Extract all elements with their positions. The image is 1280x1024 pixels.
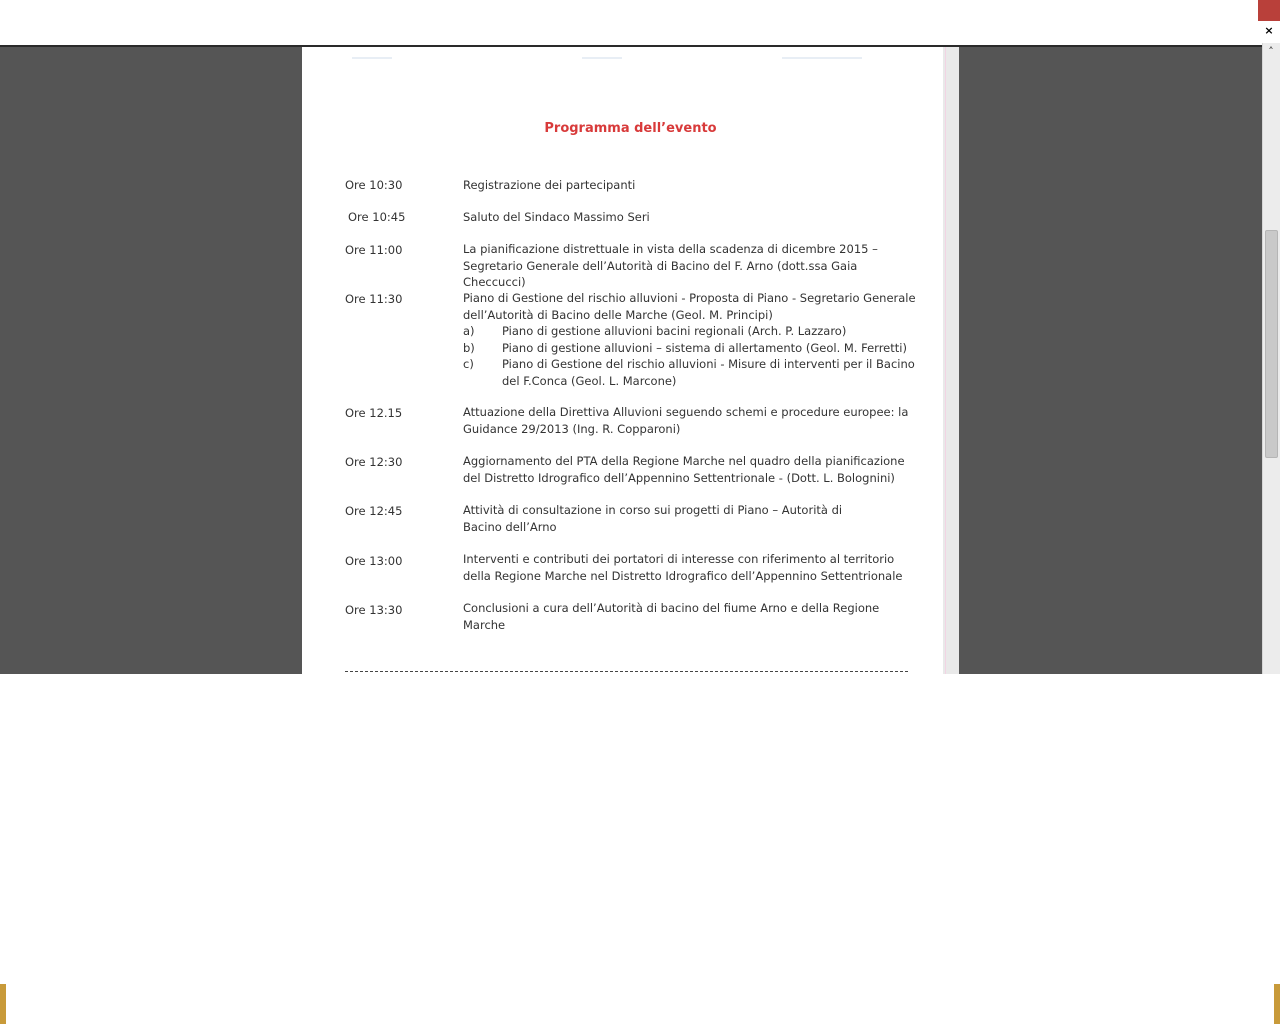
subitem-letter: b) — [463, 340, 475, 355]
scan-artifact — [782, 47, 862, 59]
subitem-text: Piano di gestione alluvioni – sistema di allertamento (Geol. M. Ferretti) — [502, 340, 907, 355]
schedule-text: Piano di Gestione del rischio alluvioni - Proposta di Piano - Segretario Generale dell’Autorità di Bacino delle Marche (Geol. M. Principi) — [463, 291, 916, 322]
window-edge-left — [0, 984, 6, 1024]
document-page — [302, 47, 959, 674]
lower-panel — [6, 674, 1274, 1024]
schedule-text: Interventi e contributi dei portatori di interesse con riferimento al territorio della Regione Marche nel Distretto Idrografico dell’Appennino Settentrionale — [463, 552, 903, 583]
schedule-time: Ore 13:00 — [345, 554, 403, 568]
page-divider — [345, 671, 908, 672]
schedule-text: Attuazione della Direttiva Alluvioni seguendo schemi e procedure europee: la Guidance 29/2013 (Ing. R. Copparoni) — [463, 405, 909, 436]
subitem-text: Piano di Gestione del rischio alluvioni - Misure di interventi per il Bacino del F.Conca (Geol. L. Marcone) — [502, 357, 915, 388]
schedule-time: Ore 12.15 — [345, 406, 403, 420]
schedule-item-main — [463, 290, 918, 389]
schedule-subitem — [463, 323, 918, 340]
schedule-time: Ore 10:30 — [345, 178, 403, 192]
schedule-time: Ore 12:45 — [345, 504, 403, 518]
close-tab — [1258, 0, 1280, 21]
schedule-subitem — [463, 356, 918, 389]
schedule-time: Ore 11:00 — [345, 243, 403, 257]
schedule-text: Registrazione dei partecipanti — [463, 178, 636, 192]
schedule-text: Saluto del Sindaco Massimo Seri — [463, 210, 650, 224]
schedule-text: Attività di consultazione in corso sui progetti di Piano – Autorità di Bacino dell’Arno — [463, 503, 843, 534]
schedule-time: Ore 13:30 — [345, 603, 403, 617]
subitem-letter: c) — [463, 357, 474, 371]
schedule-time: Ore 12:30 — [345, 455, 403, 469]
page-edge-line — [945, 47, 946, 674]
window-edge-right — [1274, 984, 1280, 1024]
scan-artifact — [352, 47, 392, 59]
scroll-up-icon[interactable]: ˄ — [1268, 45, 1274, 58]
page-title: Programma dell’evento — [544, 121, 717, 136]
scrollbar-thumb[interactable] — [1265, 230, 1278, 458]
subitem-text: Piano di gestione alluvioni bacini regionali (Arch. P. Lazzaro) — [502, 324, 847, 338]
schedule-time: Ore 11:30 — [345, 292, 403, 306]
subitem-letter: a) — [463, 324, 475, 338]
schedule-time: Ore 10:45 — [348, 210, 406, 224]
schedule-text: Conclusioni a cura dell’Autorità di bacino del fiume Arno e della Regione Marche — [463, 601, 880, 632]
schedule-subitem — [463, 340, 918, 357]
close-icon[interactable]: × — [1262, 23, 1276, 38]
top-bar — [0, 0, 1258, 45]
schedule-text: La pianificazione distrettuale in vista della scadenza di dicembre 2015 – Segretario Generale dell’Autorità di Bacino del F. Arno (dott.ssa Gaia Checcucci) — [463, 242, 878, 289]
schedule-text: Aggiornamento del PTA della Regione Marche nel quadro della pianificazione del Distretto Idrografico dell’Appennino Settentrionale - (Dott. L. Bolognini) — [463, 454, 905, 485]
scan-artifact — [582, 47, 622, 59]
document-viewer[interactable] — [0, 47, 1262, 674]
